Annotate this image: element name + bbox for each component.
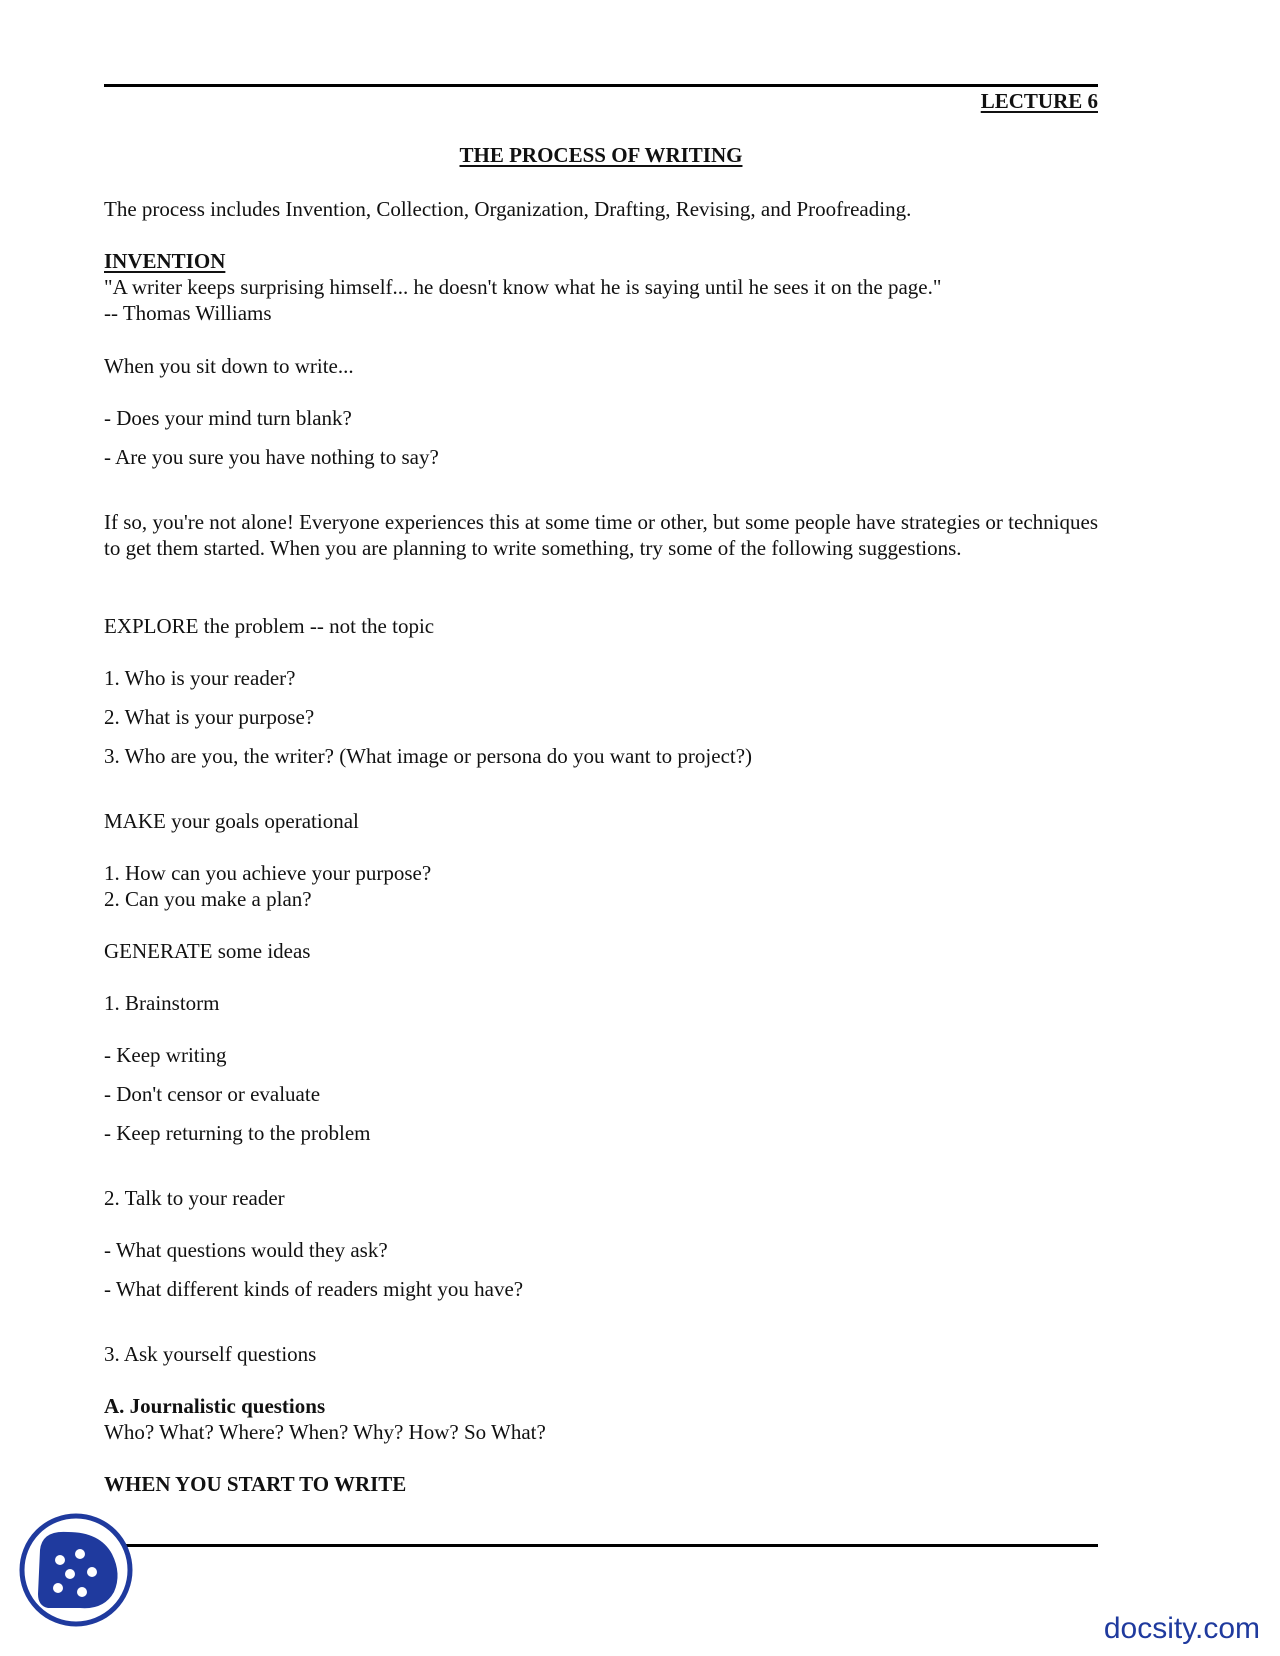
lecture-label: LECTURE 6 <box>980 89 1098 113</box>
list-item: - Does your mind turn blank? <box>104 406 352 430</box>
explore-heading: EXPLORE the problem -- not the topic <box>104 614 435 638</box>
quote-attribution: -- Thomas Williams <box>104 301 272 325</box>
start-heading: WHEN YOU START TO WRITE <box>104 1472 407 1496</box>
invention-lead: When you sit down to write... <box>104 354 354 378</box>
list-item: - Are you sure you have nothing to say? <box>104 445 439 469</box>
bottom-rule <box>104 1544 1098 1547</box>
top-rule <box>104 84 1098 87</box>
list-item: - Keep writing <box>104 1043 227 1067</box>
ask-label: 3. Ask yourself questions <box>104 1342 317 1366</box>
list-item: 2. What is your purpose? <box>104 705 315 729</box>
make-heading: MAKE your goals operational <box>104 809 359 833</box>
list-item: - Don't censor or evaluate <box>104 1082 321 1106</box>
page-title: THE PROCESS OF WRITING <box>459 143 743 167</box>
invention-quote: "A writer keeps surprising himself... he doesn't know what he is saying until he sees it on the page." <box>104 275 942 299</box>
brainstorm-label: 1. Brainstorm <box>104 991 220 1015</box>
list-item: 3. Who are you, the writer? (What image or persona do you want to project?) <box>104 744 753 768</box>
invention-heading: INVENTION <box>104 249 226 273</box>
intro-text: The process includes Invention, Collection, Organization, Drafting, Revising, and Proofreading. <box>104 197 912 221</box>
journalistic-text: Who? What? Where? When? Why? How? So What? <box>104 1420 546 1444</box>
invention-paragraph: If so, you're not alone! Everyone experiences this at some time or other, but some people have strategies or techniques to get them started. When you are planning to write something, try some of the following suggestions. <box>104 510 1098 560</box>
docsity-logo-icon <box>18 1512 134 1628</box>
list-item: - What different kinds of readers might you have? <box>104 1277 524 1301</box>
journalistic-heading: A. Journalistic questions <box>104 1394 326 1418</box>
list-item: 1. Who is your reader? <box>104 666 296 690</box>
list-item: - Keep returning to the problem <box>104 1121 371 1145</box>
talk-label: 2. Talk to your reader <box>104 1186 285 1210</box>
docsity-brand-text[interactable]: docsity.com <box>1103 1612 1260 1645</box>
list-item: 2. Can you make a plan? <box>104 887 312 911</box>
generate-heading: GENERATE some ideas <box>104 939 311 963</box>
list-item: - What questions would they ask? <box>104 1238 388 1262</box>
list-item: 1. How can you achieve your purpose? <box>104 861 432 885</box>
